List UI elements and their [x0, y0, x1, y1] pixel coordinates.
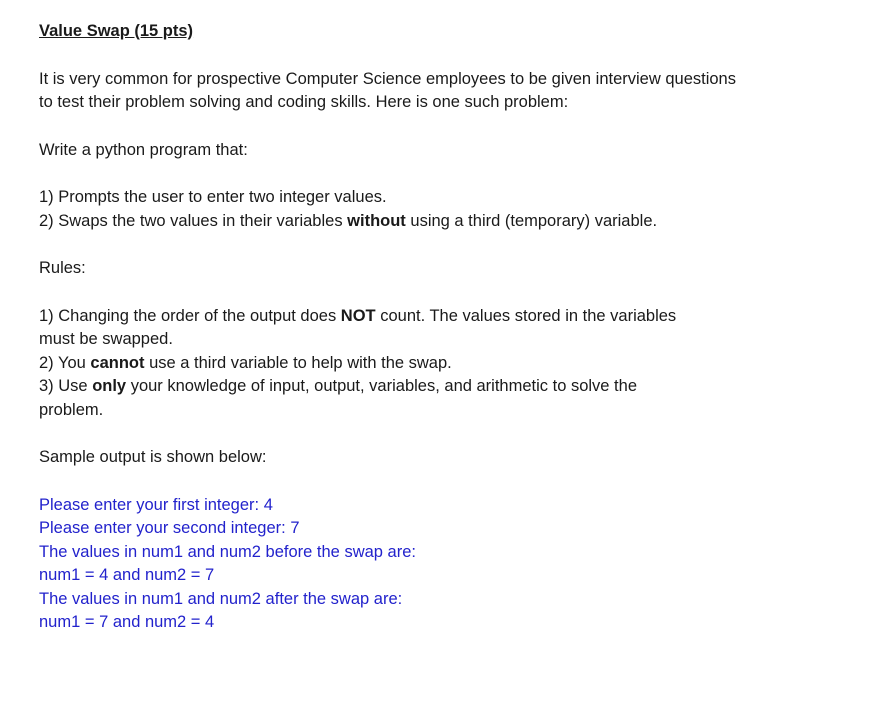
- intro-line-2: to test their problem solving and coding skills. Here is one such problem:: [39, 93, 569, 111]
- sample-output-line: Please enter your first integer: 4: [39, 495, 273, 514]
- rule-1-text: 1) Changing the order of the output does: [39, 306, 341, 325]
- sample-output: [39, 494, 859, 635]
- rule-3: [39, 375, 859, 399]
- rule-1-emphasis: NOT: [340, 306, 376, 325]
- sample-output-line: num1 = 4 and num2 = 7: [39, 566, 215, 584]
- rule-2: [39, 352, 859, 376]
- rules-heading: Rules:: [39, 259, 86, 277]
- rule-1: [39, 305, 859, 329]
- rule-3-text-end: your knowledge of input, output, variables, and arithmetic to solve the: [126, 377, 637, 395]
- document: [39, 20, 859, 635]
- rule-3-continued: problem.: [39, 400, 104, 419]
- intro-line-1: It is very common for prospective Computer Science employees to be given interview questions: [39, 69, 736, 88]
- rule-2-text-end: use a third variable to help with the swap.: [144, 353, 452, 372]
- sample-output-line: Please enter your second integer: 7: [39, 519, 300, 537]
- intro-paragraph: [39, 68, 859, 115]
- task-item-2-text: 2) Swaps the two values in their variables: [39, 211, 348, 230]
- task-item-2-text-end: using a third (temporary) variable.: [405, 211, 658, 230]
- task-item-2-emphasis: without: [347, 211, 406, 230]
- assignment-title: Value Swap (15 pts): [39, 22, 194, 40]
- rule-2-text: 2) You: [39, 353, 91, 372]
- task-list: [39, 186, 859, 233]
- sample-output-line: The values in num1 and num2 before the swap are:: [39, 542, 416, 561]
- sample-heading: Sample output is shown below:: [39, 448, 267, 466]
- rule-3-emphasis: only: [92, 377, 127, 395]
- task-item-1: 1) Prompts the user to enter two integer values.: [39, 188, 387, 206]
- rules-list: [39, 305, 859, 423]
- rule-2-emphasis: cannot: [90, 353, 145, 372]
- task-item-2: [39, 210, 859, 234]
- rule-3-text: 3) Use: [39, 377, 93, 395]
- task-heading: Write a python program that:: [39, 140, 248, 159]
- sample-output-line: The values in num1 and num2 after the swap are:: [39, 589, 403, 608]
- rule-1-text-end: count. The values stored in the variables: [375, 306, 677, 325]
- rule-1-continued: must be swapped.: [39, 330, 173, 348]
- sample-output-line: num1 = 7 and num2 = 4: [39, 613, 215, 631]
